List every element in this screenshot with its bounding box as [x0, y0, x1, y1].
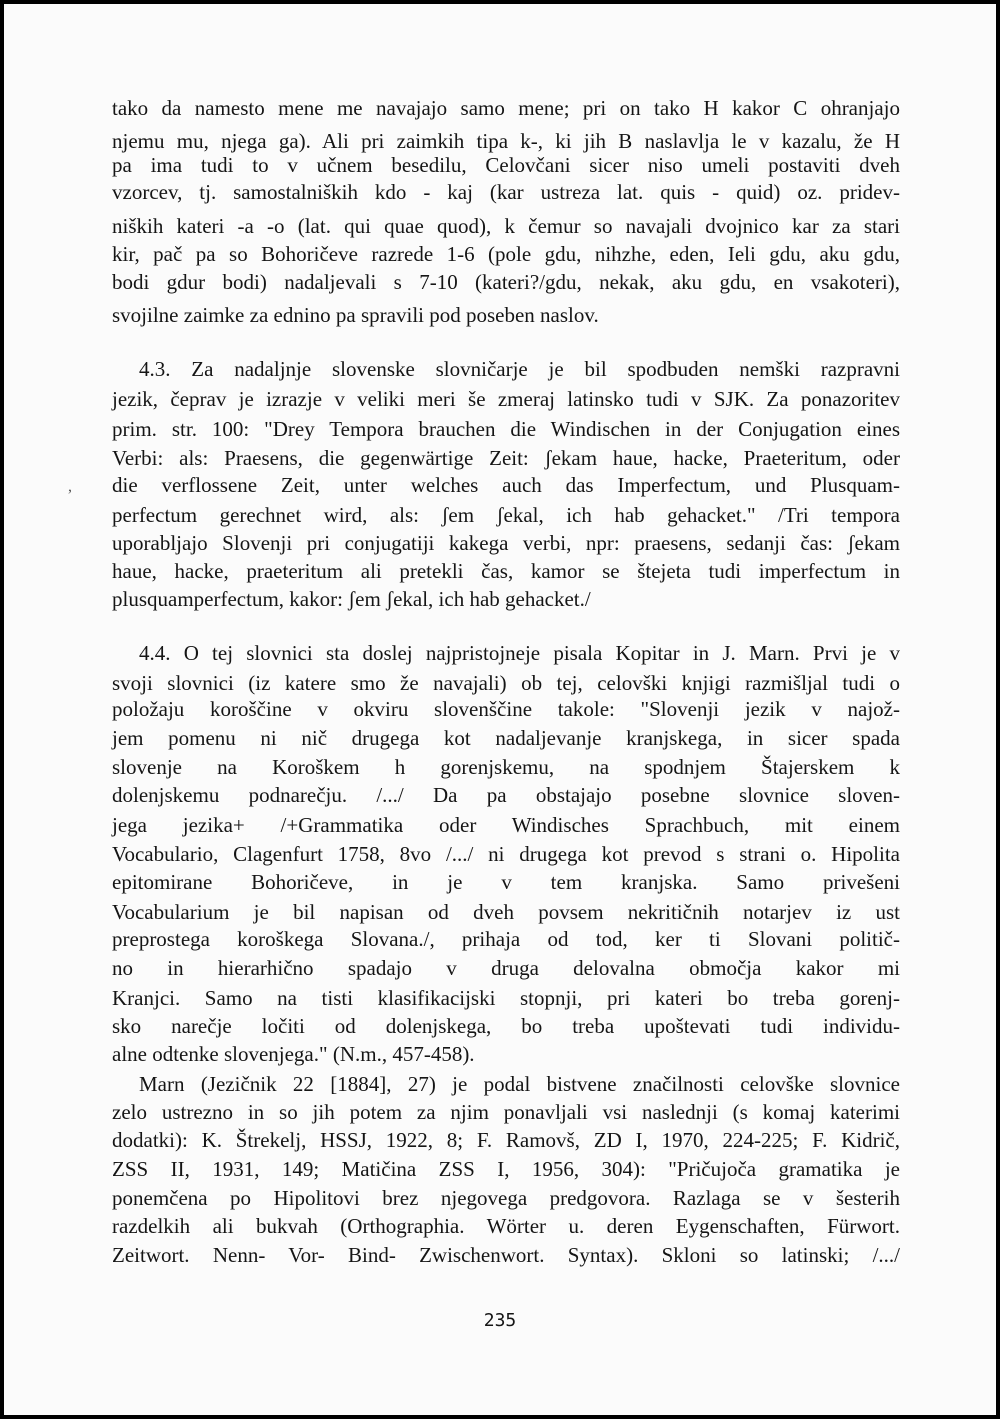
- text-line: položaju koroščine v okviru slovenščine takole: "Slovenji jezik v najož-: [112, 697, 900, 721]
- text-line: perfectum gerechnet wird, als: ʃem ʃekal, ich hab gehacket." /Tri tempora: [112, 503, 900, 527]
- text-line: haue, hacke, praeteritum ali pretekli čas, kamor se štejeta tudi imperfectum in: [112, 559, 900, 583]
- text-line: plusquamperfectum, kakor: ʃem ʃekal, ich hab gehacket./: [112, 587, 591, 611]
- text-line: jega jezika+ /+Grammatika oder Windisches Sprachbuch, mit einem: [112, 813, 900, 837]
- text-line: pa ima tudi to v učnem besedilu, Celovčani sicer niso umeli postaviti dveh: [112, 153, 900, 177]
- text-line: niških kateri -a -o (lat. qui quae quod), k čemur so navajali dvojnico kar za stari: [112, 214, 900, 238]
- text-line: die verflossene Zeit, unter welches auch das Imperfectum, und Plusquam-: [112, 473, 900, 497]
- text-line: Zeitwort. Nenn- Vor- Bind- Zwischenwort. Syntax). Skloni so latinski; /.../: [112, 1243, 900, 1267]
- text-line: dolenjskemu podnarečju. /.../ Da pa obstajajo posebne slovnice sloven-: [112, 783, 900, 807]
- text-line: jem pomenu ni nič drugega kot nadaljevanje kranjskega, in sicer spada: [112, 726, 900, 750]
- text-line: bodi gdur bodi) nadaljevali s 7-10 (kateri?/gdu, nekak, aku gdu, en vsakoteri),: [112, 270, 900, 294]
- text-line: epitomirane Bohoričeve, in je v tem kranjska. Samo privešeni: [112, 870, 900, 894]
- text-line: Kranjci. Samo na tisti klasifikacijski stopnji, pri kateri bo treba gorenj-: [112, 986, 900, 1010]
- text-line: 4.4. O tej slovnici sta doslej najpristojneje pisala Kopitar in J. Marn. Prvi je v: [139, 641, 900, 665]
- text-line: no in hierarhično spadajo v druga delovalna območja kakor mi: [112, 956, 900, 980]
- text-line: svojilne zaimke za ednino pa spravili pod poseben naslov.: [112, 303, 599, 327]
- text-line: preprostega koroškega Slovana./, prihaja od tod, ker ti Slovani politič-: [112, 927, 900, 951]
- text-line: Vocabularium je bil napisan od dveh povsem nekritičnih notarjev iz ust: [112, 900, 900, 924]
- text-line: svoji slovnici (iz katere smo že navajali) ob tej, celovški knjigi razmišljal tudi o: [112, 671, 900, 695]
- text-line: dodatki): K. Štrekelj, HSSJ, 1922, 8; F. Ramovš, ZD I, 1970, 224-225; F. Kidrič,: [112, 1128, 900, 1152]
- text-line: razdelkih ali bukvah (Orthographia. Wörter u. deren Eygenschaften, Fürwort.: [112, 1214, 900, 1238]
- text-line: uporabljajo Slovenji pri conjugatiji kakega verbi, npr: praesens, sedanji čas: ʃekam: [112, 531, 900, 555]
- text-line: alne odtenke slovenjega." (N.m., 457-458).: [112, 1042, 475, 1066]
- text-line: tako da namesto mene me navajajo samo mene; pri on tako H kakor C ohranjajo: [112, 96, 900, 120]
- document-page: [4, 4, 996, 1415]
- text-line: prim. str. 100: "Drey Tempora brauchen die Windischen in der Conjugation eines: [112, 417, 900, 441]
- text-line: sko narečje ločiti od dolenjskega, bo treba upoštevati tudi individu-: [112, 1014, 900, 1038]
- text-line: vzorcev, tj. samostalniških kdo - kaj (kar ustreza lat. quis - quid) oz. pridev-: [112, 180, 900, 204]
- text-line: 4.3. Za nadaljnje slovenske slovničarje je bil spodbuden nemški razpravni: [139, 357, 900, 381]
- text-line: njemu mu, njega ga). Ali pri zaimkih tipa k-, ki jih B naslavlja le v kazalu, že H: [112, 129, 900, 153]
- text-line: zelo ustrezno in so jih potem za njim ponavljali vsi naslednji (s komaj katerimi: [112, 1100, 900, 1124]
- text-line: ZSS II, 1931, 149; Matičina ZSS I, 1956, 304): "Pričujoča gramatika je: [112, 1157, 900, 1181]
- text-line: Marn (Jezičnik 22 [1884], 27) je podal bistvene značilnosti celovške slovnice: [139, 1072, 900, 1096]
- text-line: kir, pač pa so Bohoričeve razrede 1-6 (pole gdu, nihzhe, eden, Ieli gdu, aku gdu,: [112, 242, 900, 266]
- page-number: 235: [483, 1310, 517, 1331]
- margin-mark: ,: [68, 478, 72, 495]
- text-line: Vocabulario, Clagenfurt 1758, 8vo /.../ ni drugega kot prevod s strani o. Hipolita: [112, 842, 900, 866]
- text-line: slovenje na Koroškem h gorenjskemu, na spodnjem Štajerskem k: [112, 755, 900, 779]
- text-line: Verbi: als: Praesens, die gegenwärtige Zeit: ʃekam haue, hacke, Praeteritum, oder: [112, 446, 900, 470]
- text-line: jezik, čeprav je izrazje v veliki meri še zmeraj latinsko tudi v SJK. Za ponazoritev: [112, 387, 900, 411]
- text-line: ponemčena po Hipolitovi brez njegovega predgovora. Razlaga se v šesterih: [112, 1186, 900, 1210]
